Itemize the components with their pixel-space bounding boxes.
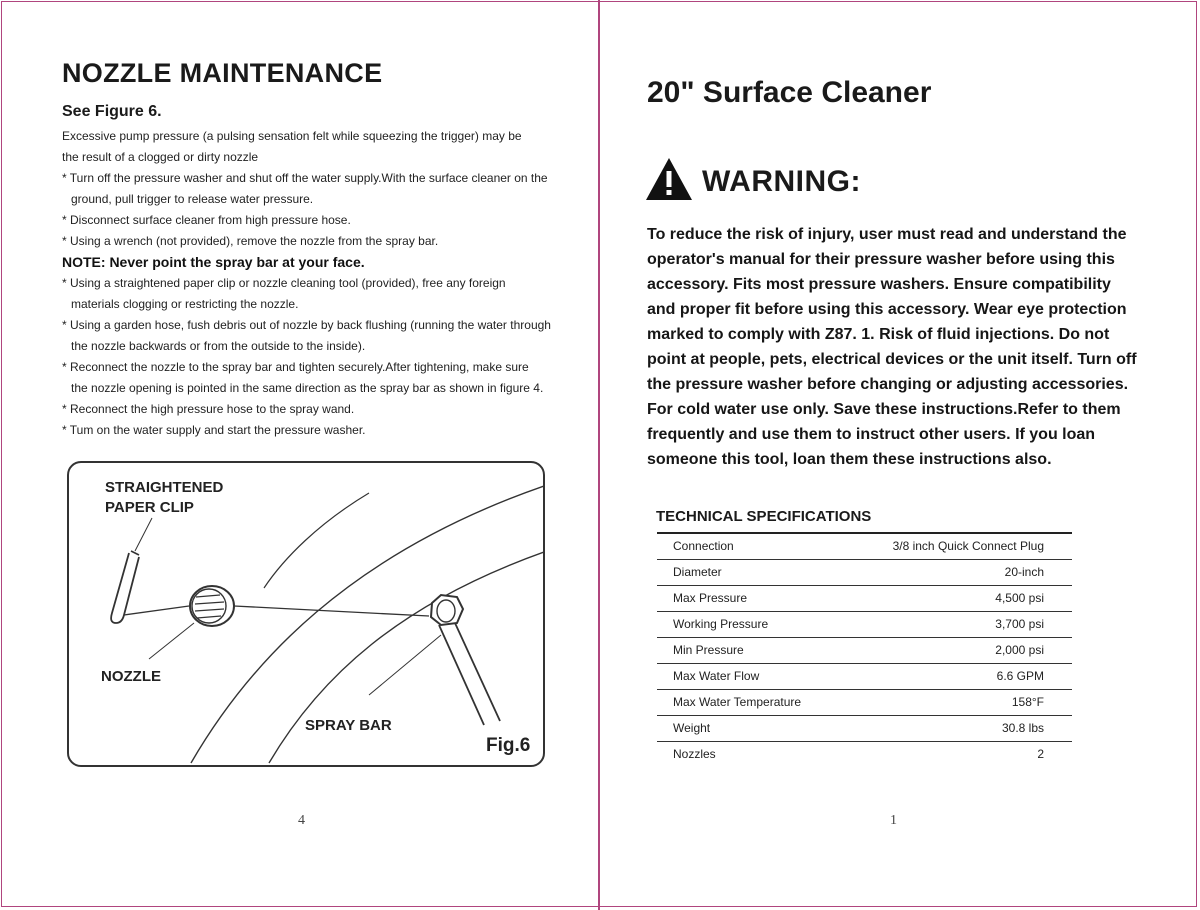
- instruction-line: * Turn off the pressure washer and shut off the water supply.With the surface cleaner on the: [62, 171, 548, 185]
- page-number-right: 1: [890, 813, 897, 828]
- spray-bar-label: SPRAY BAR: [305, 717, 392, 734]
- instruction-line: Excessive pump pressure (a pulsing sensation felt while squeezing the trigger) may be: [62, 129, 522, 143]
- spec-value: 2: [1037, 747, 1044, 761]
- spec-label: Connection: [657, 533, 842, 560]
- spec-label: Diameter: [657, 560, 842, 586]
- spec-value: 2,000 psi: [842, 638, 1072, 664]
- spec-row: [657, 638, 1072, 664]
- spec-value: 3/8 inch Quick Connect Plug: [842, 533, 1072, 560]
- spec-label: Min Pressure: [657, 638, 842, 664]
- specifications-table: [657, 532, 1072, 767]
- warning-line: operator's manual for their pressure washer before using this: [647, 251, 1115, 268]
- instruction-line: * Reconnect the high pressure hose to the spray wand.: [62, 402, 355, 416]
- safety-note: NOTE: Never point the spray bar at your face.: [62, 254, 365, 270]
- straightened-label: STRAIGHTENED: [105, 479, 224, 496]
- spec-value: 3,700 psi: [842, 612, 1072, 638]
- spec-label: Working Pressure: [657, 612, 842, 638]
- instruction-line: the result of a clogged or dirty nozzle: [62, 150, 259, 164]
- spec-value: 6.6 GPM: [842, 664, 1072, 690]
- warning-heading: WARNING:: [702, 165, 861, 198]
- see-figure-subtitle: See Figure 6.: [62, 103, 162, 120]
- housing-curve-top: [264, 493, 369, 588]
- left-page: [0, 0, 598, 910]
- instruction-line: ground, pull trigger to release water pressure.: [71, 192, 314, 206]
- warning-line: the pressure washer before changing or adjusting accessories.: [647, 376, 1129, 393]
- spec-label: Weight: [657, 716, 842, 742]
- page-number-left: 4: [298, 813, 305, 828]
- instruction-line: * Disconnect surface cleaner from high pressure hose.: [62, 213, 351, 227]
- figure-number: Fig.6: [486, 735, 531, 756]
- instruction-line: * Using a garden hose, fush debris out of nozzle by back flushing (running the water through: [62, 318, 551, 332]
- spec-value: 4,500 psi: [842, 586, 1072, 612]
- clip-wire: [234, 606, 429, 616]
- instruction-line: * Reconnect the nozzle to the spray bar and tighten securely.After tightening, make sure: [62, 360, 529, 374]
- figure-6: [67, 461, 545, 767]
- product-title: 20" Surface Cleaner: [647, 76, 932, 109]
- technical-specifications-title: TECHNICAL SPECIFICATIONS: [656, 508, 872, 525]
- right-page: [600, 0, 1200, 910]
- spec-value: 20-inch: [842, 560, 1072, 586]
- warning-line: frequently and use them to instruct other users. If you loan: [647, 426, 1096, 443]
- spec-row: [657, 664, 1072, 690]
- nozzle-drawing: [149, 586, 234, 659]
- nozzle-maintenance-title: NOZZLE MAINTENANCE: [62, 58, 383, 88]
- spec-row: [657, 586, 1072, 612]
- instruction-line: * Using a wrench (not provided), remove the nozzle from the spray bar.: [62, 234, 439, 248]
- paper-clip-drawing: [111, 518, 189, 623]
- spec-row: [657, 716, 1072, 742]
- paper-clip-label: PAPER CLIP: [105, 499, 194, 516]
- warning-line: accessory. Fits most pressure washers. Ensure compatibility: [647, 276, 1111, 293]
- instruction-line: * Using a straightened paper clip or nozzle cleaning tool (provided), free any foreign: [62, 276, 506, 290]
- spec-value: 30.8 lbs: [842, 716, 1072, 742]
- warning-line: and proper fit before using this accessory. Wear eye protection: [647, 301, 1127, 318]
- warning-line: marked to comply with Z87. 1. Risk of fluid injections. Do not: [647, 326, 1110, 343]
- instruction-line: * Tum on the water supply and start the pressure washer.: [62, 423, 366, 437]
- maintenance-instructions: [62, 126, 582, 441]
- spec-row: [657, 742, 1072, 768]
- spec-label: Max Water Temperature: [657, 690, 842, 716]
- spec-value: 158°F: [842, 690, 1072, 716]
- instruction-line: the nozzle opening is pointed in the same direction as the spray bar as shown in figure 4.: [71, 381, 544, 395]
- spec-label: Max Water Flow: [657, 664, 842, 690]
- instruction-line: the nozzle backwards or from the outside to the inside).: [71, 339, 366, 353]
- warning-line: someone this tool, loan them these instructions also.: [647, 451, 1052, 468]
- spec-row: [657, 690, 1072, 716]
- warning-text: [647, 222, 1167, 472]
- spec-row: [657, 533, 1072, 560]
- warning-triangle-icon: [644, 156, 694, 202]
- nozzle-label: NOZZLE: [101, 668, 161, 685]
- spec-label: Max Pressure: [657, 586, 842, 612]
- warning-line: point at people, pets, electrical devices or the unit itself. Turn off: [647, 351, 1137, 368]
- warning-line: To reduce the risk of injury, user must read and understand the: [647, 226, 1127, 243]
- instruction-line: materials clogging or restricting the nozzle.: [71, 297, 299, 311]
- spec-row: [657, 560, 1072, 586]
- spec-row: [657, 612, 1072, 638]
- spec-label: Nozzles: [673, 747, 716, 761]
- warning-line: For cold water use only. Save these instructions.Refer to them: [647, 401, 1121, 418]
